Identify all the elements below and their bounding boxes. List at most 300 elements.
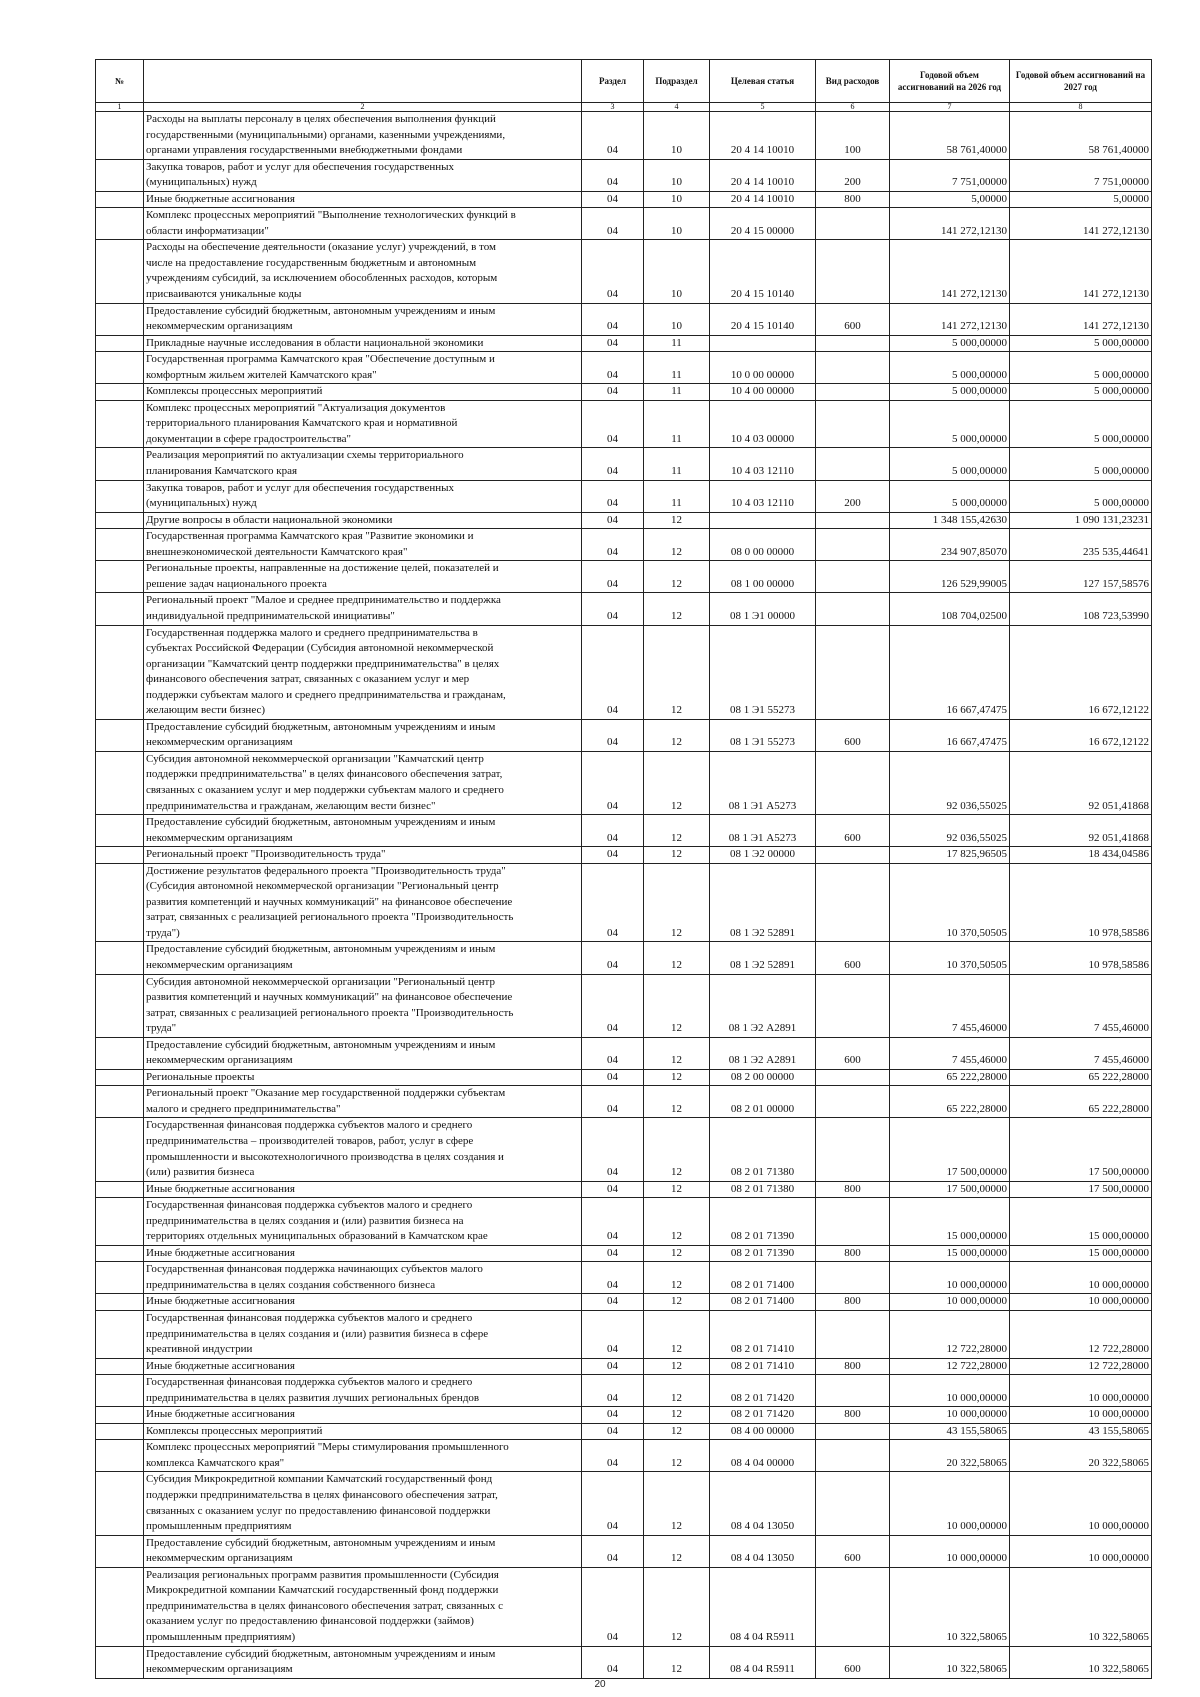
row-razdel-cell: 04 [582, 208, 644, 240]
row-podrazdel-cell: 12 [644, 1037, 710, 1069]
row-vid-cell [816, 335, 890, 352]
row-vid-cell [816, 1375, 890, 1407]
row-podrazdel-cell: 12 [644, 1069, 710, 1086]
row-vid-cell [816, 400, 890, 448]
row-target-cell: 08 2 01 71410 [710, 1358, 816, 1375]
row-razdel-cell: 04 [582, 1311, 644, 1359]
row-razdel-cell: 04 [582, 974, 644, 1037]
row-2027-cell: 5,00000 [1010, 191, 1152, 208]
row-target-cell: 08 1 Э2 А2891 [710, 974, 816, 1037]
row-2026-cell: 126 529,99005 [890, 561, 1010, 593]
row-name-cell: Субсидия автономной некоммерческой организации "Региональный центр развития компетенций и научных коммуникаций" на финансовое обеспечение затрат, связанных с реализацией регионального проекта "Производительность труда" [144, 974, 582, 1037]
row-podrazdel-cell: 10 [644, 208, 710, 240]
row-podrazdel-cell: 12 [644, 1440, 710, 1472]
row-target-cell: 08 2 01 71420 [710, 1407, 816, 1424]
row-number-cell [96, 1535, 144, 1567]
table-row [96, 751, 1152, 814]
table-row [96, 112, 1152, 160]
row-name-cell: Комплекс процессных мероприятий "Актуализация документов территориального планирования Камчатского края и нормативной документации в сфере градостроительства" [144, 400, 582, 448]
row-target-cell: 10 4 03 12110 [710, 480, 816, 512]
row-number-cell [96, 448, 144, 480]
table-row [96, 1375, 1152, 1407]
row-vid-cell [816, 751, 890, 814]
row-2027-cell: 92 051,41868 [1010, 751, 1152, 814]
row-razdel-cell: 04 [582, 1037, 644, 1069]
row-2026-cell: 92 036,55025 [890, 815, 1010, 847]
table-row [96, 625, 1152, 719]
row-name-cell: Предоставление субсидий бюджетным, автономным учреждениям и иным некоммерческим организациям [144, 942, 582, 974]
row-2026-cell: 5 000,00000 [890, 384, 1010, 401]
row-2026-cell: 5 000,00000 [890, 352, 1010, 384]
row-number-cell [96, 512, 144, 529]
row-vid-cell: 800 [816, 1181, 890, 1198]
table-row [96, 1358, 1152, 1375]
row-name-cell: Реализация мероприятий по актуализации схемы территориального планирования Камчатского края [144, 448, 582, 480]
table-row [96, 1037, 1152, 1069]
row-2027-cell: 5 000,00000 [1010, 352, 1152, 384]
row-name-cell: Предоставление субсидий бюджетным, автономным учреждениям и иным некоммерческим организациям [144, 719, 582, 751]
row-target-cell: 08 4 00 00000 [710, 1423, 816, 1440]
row-vid-cell: 600 [816, 1535, 890, 1567]
row-target-cell: 08 2 01 71390 [710, 1198, 816, 1246]
row-vid-cell [816, 512, 890, 529]
table-row [96, 974, 1152, 1037]
row-2027-cell: 65 222,28000 [1010, 1069, 1152, 1086]
row-name-cell: Другие вопросы в области национальной экономики [144, 512, 582, 529]
table-row [96, 1294, 1152, 1311]
row-name-cell: Иные бюджетные ассигнования [144, 191, 582, 208]
row-name-cell: Государственная финансовая поддержка субъектов малого и среднего предпринимательства – производителей товаров, работ, услуг в сфере промышленности и высокотехнологичного производства в целях создания и (или) развития бизнеса [144, 1118, 582, 1181]
row-razdel-cell: 04 [582, 1069, 644, 1086]
row-razdel-cell: 04 [582, 1181, 644, 1198]
row-name-cell: Предоставление субсидий бюджетным, автономным учреждениям и иным некоммерческим организациям [144, 1037, 582, 1069]
row-target-cell: 20 4 14 10010 [710, 112, 816, 160]
row-2026-cell: 7 751,00000 [890, 159, 1010, 191]
row-podrazdel-cell: 12 [644, 1407, 710, 1424]
row-2026-cell: 15 000,00000 [890, 1245, 1010, 1262]
row-razdel-cell: 04 [582, 625, 644, 719]
row-name-cell: Государственная программа Камчатского края "Обеспечение доступным и комфортным жильем жителей Камчатского края" [144, 352, 582, 384]
row-name-cell: Предоставление субсидий бюджетным, автономным учреждениям и иным некоммерческим организациям [144, 1646, 582, 1678]
row-target-cell: 08 1 Э2 52891 [710, 942, 816, 974]
row-2026-cell: 7 455,46000 [890, 1037, 1010, 1069]
row-number-cell [96, 480, 144, 512]
row-2026-cell: 7 455,46000 [890, 974, 1010, 1037]
row-razdel-cell: 04 [582, 751, 644, 814]
row-2027-cell: 5 000,00000 [1010, 384, 1152, 401]
table-row [96, 942, 1152, 974]
row-razdel-cell: 04 [582, 593, 644, 625]
row-number-cell [96, 1118, 144, 1181]
row-number-cell [96, 159, 144, 191]
row-name-cell: Государственная финансовая поддержка субъектов малого и среднего предпринимательства в целях развития лучших региональных брендов [144, 1375, 582, 1407]
row-2027-cell: 10 322,58065 [1010, 1646, 1152, 1678]
row-2026-cell: 16 667,47475 [890, 625, 1010, 719]
row-2026-cell: 10 000,00000 [890, 1375, 1010, 1407]
row-number-cell [96, 751, 144, 814]
row-razdel-cell: 04 [582, 1407, 644, 1424]
row-2026-cell: 12 722,28000 [890, 1311, 1010, 1359]
row-2026-cell: 141 272,12130 [890, 240, 1010, 303]
row-2026-cell: 5 000,00000 [890, 448, 1010, 480]
row-podrazdel-cell: 12 [644, 719, 710, 751]
column-number: 5 [710, 103, 816, 112]
row-name-cell: Расходы на выплаты персоналу в целях обеспечения выполнения функций государственными (муниципальными) органами, казенными учреждениями, органами управления государственными внебюджетными фондами [144, 112, 582, 160]
row-2027-cell: 7 455,46000 [1010, 1037, 1152, 1069]
table-row [96, 1423, 1152, 1440]
table-row [96, 1472, 1152, 1535]
row-2026-cell: 17 500,00000 [890, 1118, 1010, 1181]
row-number-cell [96, 1646, 144, 1678]
row-name-cell: Региональные проекты, направленные на достижение целей, показателей и решение задач национального проекта [144, 561, 582, 593]
row-number-cell [96, 942, 144, 974]
row-razdel-cell: 04 [582, 112, 644, 160]
row-vid-cell: 100 [816, 112, 890, 160]
row-name-cell: Иные бюджетные ассигнования [144, 1407, 582, 1424]
row-target-cell: 10 0 00 00000 [710, 352, 816, 384]
row-podrazdel-cell: 12 [644, 815, 710, 847]
row-target-cell: 10 4 00 00000 [710, 384, 816, 401]
row-name-cell: Субсидия автономной некоммерческой организации "Камчатский центр поддержки предпринимательства" в целях финансового обеспечения затрат, связанных с оказанием услуг и мер поддержки субъектам малого и среднего предпринимательства и гражданам, желающим вести бизнес" [144, 751, 582, 814]
row-number-cell [96, 1407, 144, 1424]
row-2027-cell: 127 157,58576 [1010, 561, 1152, 593]
row-name-cell: Комплексы процессных мероприятий [144, 384, 582, 401]
row-razdel-cell: 04 [582, 1423, 644, 1440]
row-number-cell [96, 847, 144, 864]
row-2026-cell: 15 000,00000 [890, 1198, 1010, 1246]
row-2027-cell: 12 722,28000 [1010, 1311, 1152, 1359]
table-row [96, 335, 1152, 352]
table-row [96, 1181, 1152, 1198]
row-podrazdel-cell: 11 [644, 480, 710, 512]
column-number: 3 [582, 103, 644, 112]
row-2026-cell: 141 272,12130 [890, 208, 1010, 240]
row-podrazdel-cell: 12 [644, 561, 710, 593]
row-podrazdel-cell: 12 [644, 974, 710, 1037]
table-row [96, 1311, 1152, 1359]
header-vid: Вид расходов [816, 60, 890, 103]
row-name-cell: Государственная поддержка малого и среднего предпринимательства в субъектах Российской Федерации (Субсидия автономной некоммерческой организации "Камчатский центр поддержки предпринимательства" в целях финансового обеспечения затрат, связанных с оказанием услуг и мер поддержки субъектам малого и среднего предпринимательства и гражданам, желающим вести бизнес) [144, 625, 582, 719]
budget-table [95, 59, 1152, 1679]
row-razdel-cell: 04 [582, 400, 644, 448]
row-number-cell [96, 1440, 144, 1472]
row-vid-cell [816, 448, 890, 480]
row-2026-cell: 5 000,00000 [890, 400, 1010, 448]
row-target-cell: 08 2 01 71380 [710, 1181, 816, 1198]
row-razdel-cell: 04 [582, 448, 644, 480]
row-vid-cell: 600 [816, 1646, 890, 1678]
row-2027-cell: 5 000,00000 [1010, 335, 1152, 352]
row-vid-cell [816, 208, 890, 240]
row-target-cell: 08 4 04 R5911 [710, 1646, 816, 1678]
row-vid-cell [816, 1567, 890, 1646]
row-podrazdel-cell: 12 [644, 625, 710, 719]
row-2027-cell: 141 272,12130 [1010, 208, 1152, 240]
row-razdel-cell: 04 [582, 561, 644, 593]
row-2027-cell: 108 723,53990 [1010, 593, 1152, 625]
row-target-cell: 08 2 01 71410 [710, 1311, 816, 1359]
row-2027-cell: 20 322,58065 [1010, 1440, 1152, 1472]
row-podrazdel-cell: 10 [644, 159, 710, 191]
row-podrazdel-cell: 12 [644, 1646, 710, 1678]
row-podrazdel-cell: 12 [644, 847, 710, 864]
row-2026-cell: 5 000,00000 [890, 480, 1010, 512]
row-2027-cell: 10 000,00000 [1010, 1472, 1152, 1535]
row-number-cell [96, 1472, 144, 1535]
table-row [96, 303, 1152, 335]
row-vid-cell [816, 974, 890, 1037]
row-name-cell: Расходы на обеспечение деятельности (оказание услуг) учреждений, в том числе на предоставление государственным бюджетным и автономным учреждениям субсидий, за исключением обособленных расходов, которым присваиваются уникальные коды [144, 240, 582, 303]
header-2027: Годовой объем ассигнований на 2027 год [1010, 60, 1152, 103]
row-vid-cell: 600 [816, 303, 890, 335]
row-target-cell: 08 1 Э1 А5273 [710, 751, 816, 814]
row-name-cell: Субсидия Микрокредитной компании Камчатский государственный фонд поддержки предпринимательства в целях финансового обеспечения затрат, связанных с оказанием услуг по предоставлению финансовой поддержки промышленным предприятиям [144, 1472, 582, 1535]
row-name-cell: Комплекс процессных мероприятий "Выполнение технологических функций в области информатизации" [144, 208, 582, 240]
row-vid-cell [816, 561, 890, 593]
row-name-cell: Государственная финансовая поддержка субъектов малого и среднего предпринимательства в целях создания и (или) развития бизнеса в сфере креативной индустрии [144, 1311, 582, 1359]
row-number-cell [96, 1423, 144, 1440]
row-razdel-cell: 04 [582, 529, 644, 561]
row-target-cell: 20 4 14 10010 [710, 191, 816, 208]
row-vid-cell: 800 [816, 1358, 890, 1375]
row-vid-cell [816, 1262, 890, 1294]
row-razdel-cell: 04 [582, 1294, 644, 1311]
table-row [96, 1535, 1152, 1567]
row-target-cell: 08 1 Э1 55273 [710, 719, 816, 751]
row-2027-cell: 141 272,12130 [1010, 303, 1152, 335]
table-row [96, 480, 1152, 512]
row-target-cell: 20 4 15 00000 [710, 208, 816, 240]
table-row [96, 1407, 1152, 1424]
row-number-cell [96, 1198, 144, 1246]
row-2026-cell: 92 036,55025 [890, 751, 1010, 814]
row-number-cell [96, 400, 144, 448]
row-target-cell: 08 4 04 00000 [710, 1440, 816, 1472]
table-row [96, 1118, 1152, 1181]
page-number: 20 [594, 1679, 606, 1690]
row-2027-cell: 18 434,04586 [1010, 847, 1152, 864]
row-vid-cell [816, 1086, 890, 1118]
row-vid-cell [816, 1423, 890, 1440]
table-row [96, 159, 1152, 191]
row-vid-cell [816, 529, 890, 561]
row-podrazdel-cell: 12 [644, 1375, 710, 1407]
row-podrazdel-cell: 11 [644, 335, 710, 352]
row-name-cell: Региональный проект "Оказание мер государственной поддержки субъектам малого и среднего предпринимательства" [144, 1086, 582, 1118]
row-2026-cell: 65 222,28000 [890, 1086, 1010, 1118]
row-number-cell [96, 335, 144, 352]
row-name-cell: Достижение результатов федерального проекта "Производительность труда" (Субсидия автономной некоммерческой организации "Региональный центр развития компетенций и научных коммуникаций" на финансовое обеспечение затрат, связанных с реализацией регионального проекта "Производительность труда") [144, 863, 582, 942]
row-target-cell: 10 4 03 12110 [710, 448, 816, 480]
row-razdel-cell: 04 [582, 1198, 644, 1246]
row-2026-cell: 10 370,50505 [890, 942, 1010, 974]
table-row [96, 1245, 1152, 1262]
row-vid-cell [816, 352, 890, 384]
row-vid-cell [816, 625, 890, 719]
row-2026-cell: 10 322,58065 [890, 1567, 1010, 1646]
row-razdel-cell: 04 [582, 159, 644, 191]
table-row [96, 1198, 1152, 1246]
table-row [96, 191, 1152, 208]
table-row [96, 815, 1152, 847]
row-razdel-cell: 04 [582, 1472, 644, 1535]
row-podrazdel-cell: 12 [644, 1086, 710, 1118]
row-name-cell: Комплекс процессных мероприятий "Меры стимулирования промышленного комплекса Камчатского края" [144, 1440, 582, 1472]
row-target-cell: 08 2 01 71380 [710, 1118, 816, 1181]
row-razdel-cell: 04 [582, 942, 644, 974]
row-podrazdel-cell: 12 [644, 1245, 710, 1262]
row-name-cell: Иные бюджетные ассигнования [144, 1358, 582, 1375]
table-row [96, 1567, 1152, 1646]
table-row [96, 1086, 1152, 1118]
table-row [96, 352, 1152, 384]
row-name-cell: Предоставление субсидий бюджетным, автономным учреждениям и иным некоммерческим организациям [144, 303, 582, 335]
row-name-cell: Иные бюджетные ассигнования [144, 1294, 582, 1311]
row-target-cell: 08 2 00 00000 [710, 1069, 816, 1086]
row-podrazdel-cell: 12 [644, 1567, 710, 1646]
column-number: 4 [644, 103, 710, 112]
column-number-row [96, 103, 1152, 112]
row-2027-cell: 12 722,28000 [1010, 1358, 1152, 1375]
row-name-cell: Государственная финансовая поддержка начинающих субъектов малого предпринимательства в целях создания собственного бизнеса [144, 1262, 582, 1294]
row-razdel-cell: 04 [582, 480, 644, 512]
row-vid-cell: 600 [816, 719, 890, 751]
row-number-cell [96, 529, 144, 561]
row-target-cell: 20 4 14 10010 [710, 159, 816, 191]
row-razdel-cell: 04 [582, 863, 644, 942]
row-razdel-cell: 04 [582, 303, 644, 335]
row-razdel-cell: 04 [582, 191, 644, 208]
row-number-cell [96, 1086, 144, 1118]
row-2027-cell: 235 535,44641 [1010, 529, 1152, 561]
row-target-cell: 08 1 Э1 А5273 [710, 815, 816, 847]
table-row [96, 561, 1152, 593]
row-target-cell: 08 0 00 00000 [710, 529, 816, 561]
row-name-cell: Региональный проект "Малое и среднее предпринимательство и поддержка индивидуальной предпринимательской инициативы" [144, 593, 582, 625]
row-vid-cell [816, 1472, 890, 1535]
row-vid-cell [816, 1440, 890, 1472]
row-podrazdel-cell: 10 [644, 240, 710, 303]
row-name-cell: Региональные проекты [144, 1069, 582, 1086]
table-row [96, 863, 1152, 942]
row-name-cell: Закупка товаров, работ и услуг для обеспечения государственных (муниципальных) нужд [144, 159, 582, 191]
row-razdel-cell: 04 [582, 1567, 644, 1646]
row-name-cell: Иные бюджетные ассигнования [144, 1245, 582, 1262]
row-podrazdel-cell: 12 [644, 593, 710, 625]
table-row [96, 448, 1152, 480]
row-podrazdel-cell: 12 [644, 512, 710, 529]
row-number-cell [96, 1181, 144, 1198]
row-vid-cell [816, 593, 890, 625]
row-2026-cell: 10 000,00000 [890, 1535, 1010, 1567]
row-name-cell: Государственная программа Камчатского края "Развитие экономики и внешнеэкономической деятельности Камчатского края" [144, 529, 582, 561]
row-podrazdel-cell: 12 [644, 1118, 710, 1181]
row-2027-cell: 7 751,00000 [1010, 159, 1152, 191]
column-number: 2 [144, 103, 582, 112]
row-target-cell: 08 1 00 00000 [710, 561, 816, 593]
row-razdel-cell: 04 [582, 1440, 644, 1472]
row-number-cell [96, 719, 144, 751]
row-target-cell: 08 1 Э2 52891 [710, 863, 816, 942]
row-podrazdel-cell: 12 [644, 863, 710, 942]
row-vid-cell [816, 384, 890, 401]
row-podrazdel-cell: 12 [644, 1535, 710, 1567]
row-vid-cell [816, 1069, 890, 1086]
row-razdel-cell: 04 [582, 352, 644, 384]
row-2026-cell: 58 761,40000 [890, 112, 1010, 160]
table-row [96, 1262, 1152, 1294]
row-podrazdel-cell: 11 [644, 384, 710, 401]
row-number-cell [96, 1037, 144, 1069]
column-number: 6 [816, 103, 890, 112]
row-2027-cell: 65 222,28000 [1010, 1086, 1152, 1118]
row-razdel-cell: 04 [582, 1262, 644, 1294]
row-2027-cell: 17 500,00000 [1010, 1181, 1152, 1198]
row-razdel-cell: 04 [582, 719, 644, 751]
row-target-cell: 08 4 04 13050 [710, 1535, 816, 1567]
column-number: 8 [1010, 103, 1152, 112]
row-2027-cell: 7 455,46000 [1010, 974, 1152, 1037]
row-name-cell: Предоставление субсидий бюджетным, автономным учреждениям и иным некоммерческим организациям [144, 815, 582, 847]
row-number-cell [96, 1375, 144, 1407]
row-2027-cell: 10 000,00000 [1010, 1535, 1152, 1567]
row-number-cell [96, 974, 144, 1037]
row-name-cell: Прикладные научные исследования в области национальной экономики [144, 335, 582, 352]
row-2027-cell: 16 672,12122 [1010, 625, 1152, 719]
budget-sheet [95, 59, 1151, 1679]
row-razdel-cell: 04 [582, 240, 644, 303]
row-target-cell [710, 512, 816, 529]
row-name-cell: Иные бюджетные ассигнования [144, 1181, 582, 1198]
row-2026-cell: 20 322,58065 [890, 1440, 1010, 1472]
row-vid-cell [816, 863, 890, 942]
row-target-cell: 08 1 Э1 00000 [710, 593, 816, 625]
row-target-cell: 08 2 01 71420 [710, 1375, 816, 1407]
row-2026-cell: 10 000,00000 [890, 1472, 1010, 1535]
row-razdel-cell: 04 [582, 335, 644, 352]
row-2027-cell: 10 000,00000 [1010, 1294, 1152, 1311]
row-number-cell [96, 384, 144, 401]
row-2026-cell: 10 322,58065 [890, 1646, 1010, 1678]
row-2027-cell: 5 000,00000 [1010, 448, 1152, 480]
row-2026-cell: 234 907,85070 [890, 529, 1010, 561]
column-number: 7 [890, 103, 1010, 112]
row-2026-cell: 12 722,28000 [890, 1358, 1010, 1375]
row-razdel-cell: 04 [582, 1245, 644, 1262]
row-2026-cell: 16 667,47475 [890, 719, 1010, 751]
table-row [96, 1646, 1152, 1678]
header-razdel: Раздел [582, 60, 644, 103]
row-razdel-cell: 04 [582, 1358, 644, 1375]
row-2027-cell: 141 272,12130 [1010, 240, 1152, 303]
row-2026-cell: 65 222,28000 [890, 1069, 1010, 1086]
row-name-cell: Государственная финансовая поддержка субъектов малого и среднего предпринимательства в целях создания и (или) развития бизнеса на территориях отдельных муниципальных образований в Камчатском крае [144, 1198, 582, 1246]
row-number-cell [96, 1245, 144, 1262]
row-number-cell [96, 1262, 144, 1294]
header-name [144, 60, 582, 103]
row-2027-cell: 10 978,58586 [1010, 942, 1152, 974]
row-podrazdel-cell: 12 [644, 1181, 710, 1198]
row-2026-cell: 17 500,00000 [890, 1181, 1010, 1198]
row-name-cell: Предоставление субсидий бюджетным, автономным учреждениям и иным некоммерческим организациям [144, 1535, 582, 1567]
row-2027-cell: 17 500,00000 [1010, 1118, 1152, 1181]
row-razdel-cell: 04 [582, 1646, 644, 1678]
row-2026-cell: 10 000,00000 [890, 1294, 1010, 1311]
row-target-cell: 08 2 01 71390 [710, 1245, 816, 1262]
row-name-cell: Реализация региональных программ развития промышленности (Субсидия Микрокредитной компании Камчатский государственный фонд поддержки предпринимательства в целях финансового обеспечения затрат, связанных с оказанием услуг по предоставлению финансовой поддержки (займов) промышленным предприятиям) [144, 1567, 582, 1646]
row-vid-cell: 600 [816, 1037, 890, 1069]
row-number-cell [96, 191, 144, 208]
